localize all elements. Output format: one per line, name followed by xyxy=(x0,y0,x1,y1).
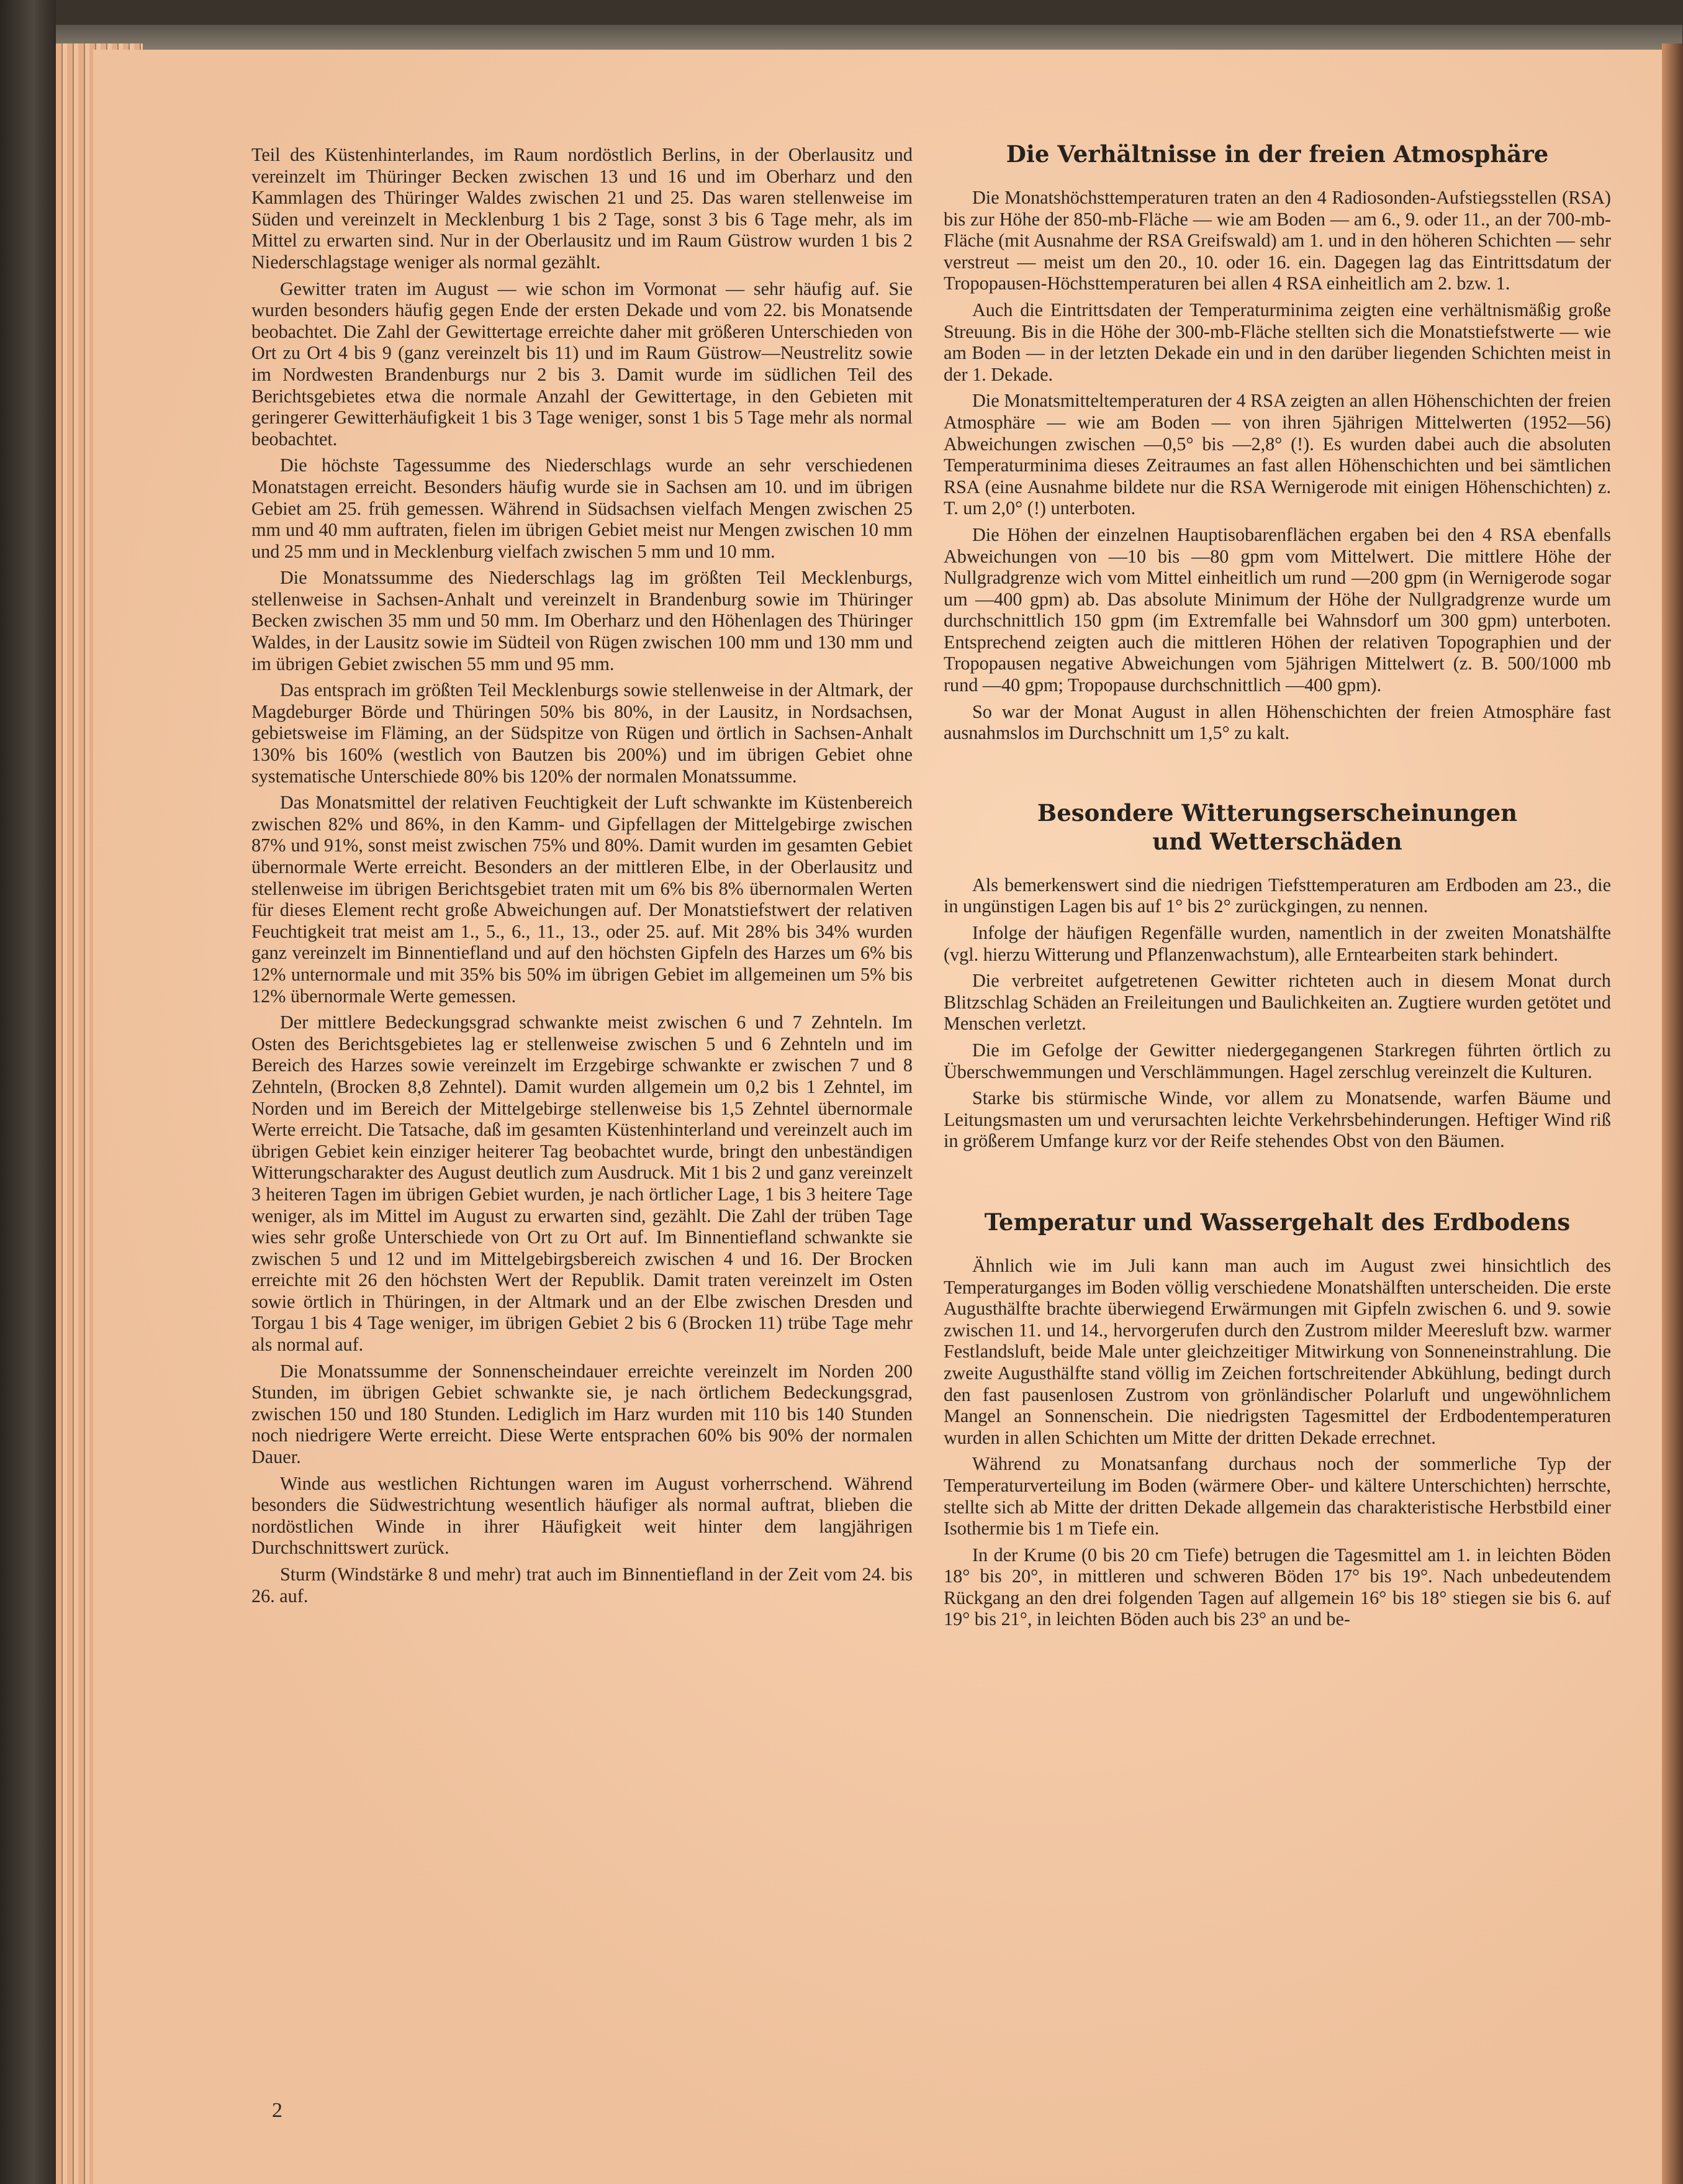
paragraph: Ähnlich wie im Juli kann man auch im August zwei hinsichtlich des Temperaturganges im Boden völlig verschiedene Monatshälften unterscheiden. Die erste Augusthälfte brachte überwiegend Erwärmungen mit Gipfeln zwischen 6. und 9. sowie zwischen 11. und 14., hervorgerufen durch den Zustrom milder Meeresluft bzw. warmer Festlandsluft, beide Male unter gleichzeitiger Mitwirkung von Sonneneinstrahlung. Die zweite Augusthälfte stand völlig im Zeichen fortschreitender Abkühlung, bedingt durch den fast pausenlosen Zustrom von grönländischer Polarluft und ungewöhnlichem Mangel an Sonnenschein. Die niedrigsten Tagesmittel der Erdbodentemperaturen wurden in allen Schichten um Mitte der dritten Dekade errechnet. xyxy=(944,1254,1611,1448)
paragraph: Die Höhen der einzelnen Hauptisobarenflächen ergaben bei den 4 RSA ebenfalls Abweichungen von —10 bis —80 gpm vom Mittelwert. Die mittlere Höhe der Nullgradgrenze wich vom Mittel einheitlich um rund —200 gpm (in Wernigerode sogar um —400 gpm) ab. Das absolute Minimum der Höhe der Nullgradgrenze wurde um durchschnittlich 150 gpm (im Extremfalle bei Wahnsdorf um 300 gpm) unterboten. Entsprechend zeigten auch die mittleren Höhen der relativen Topographien und der Tropopausen negative Abweichungen vom 5jährigen Mittelwert (z. B. 500/1000 mb rund —40 gpm; Tropopause durchschnittlich —400 gpm). xyxy=(944,523,1611,696)
paragraph: Teil des Küstenhinterlandes, im Raum nordöstlich Berlins, in der Oberlausitz und vereinzelt im Thüringer Becken zwischen 13 und 16 und im Oberharz und den Kammlagen des Thüringer Waldes zwischen 21 und 25. Das waren stellenweise im Süden und vereinzelt in Mecklenburg 1 bis 2 Tage, sonst 3 bis 6 Tage mehr, als im Mittel zu erwarten sind. Nur in der Oberlausitz und im Raum Güstrow wurden 1 bis 2 Niederschlagstage weniger als normal gezählt. xyxy=(251,144,913,273)
paragraph: Die Monatssumme der Sonnenscheindauer erreichte vereinzelt im Norden 200 Stunden, im übrigen Gebiet schwankte sie, je nach örtlichem Bedeckungsgrad, zwischen 150 und 180 Stunden. Lediglich im Harz wurden mit 110 bis 140 Stunden noch niedrigere Werte erreicht. Diese Werte entsprachen 60% bis 90% der normalen Dauer. xyxy=(251,1360,913,1468)
paragraph: Die höchste Tagessumme des Niederschlags wurde an sehr verschiedenen Monatstagen erreicht. Besonders häufig wurde sie in Sachsen am 10. und im übrigen Gebiet am 25. früh gemessen. Während in Südsachsen vielfach Mengen zwischen 25 mm und 40 mm auftraten, fielen im übrigen Gebiet meist nur Mengen zwischen 10 mm und 25 mm und in Mecklenburg vielfach zwischen 5 mm und 10 mm. xyxy=(251,455,913,562)
section-spacer xyxy=(944,749,1611,799)
paragraph: Die verbreitet aufgetretenen Gewitter richteten auch in diesem Monat durch Blitzschlag Schäden an Freileitungen und Baulichkeiten an. Zugtiere wurden getötet und Menschen verletzt. xyxy=(944,970,1611,1035)
paragraph: Das Monatsmittel der relativen Feuchtigkeit der Luft schwankte im Küstenbereich zwischen 82% und 86%, in den Kamm- und Gipfellagen der Mittelgebirge zwischen 87% und 91%, sonst meist zwischen 75% und 80%. Damit wurden im gesamten Gebiet übernormale Werte erreicht. Besonders an der mittleren Elbe, in der Oberlausitz und stellenweise im übrigen Berichtsgebiet traten mit um 6% bis 8% übernormalen Werten für dieses Element recht große Abweichungen auf. Der Monatstiefstwert der relativen Feuchtigkeit trat meist am 1., 5., 6., 11., 13., oder 25. auf. Mit 28% bis 34% wurden ganz vereinzelt im Binnentiefland und auf den höchsten Gipfeln des Harzes um 6% bis 12% unternormale und mit 35% bis 50% im übrigen Gebiet im allgemeinen um 5% bis 12% übernormale Werte gemessen. xyxy=(251,792,913,1007)
section-spacer xyxy=(944,1157,1611,1208)
paragraph: So war der Monat August in allen Höhenschichten der freien Atmosphäre fast ausnahmslos im Durchschnitt um 1,5° zu kalt. xyxy=(944,700,1611,744)
paragraph: Die Monatsmitteltemperaturen der 4 RSA zeigten an allen Höhenschichten der freien Atmosphäre — wie am Boden — von ihren 5jährigen Mittelwerten (1952—56) Abweichungen zwischen —0,5° bis —2,8° (!). Es wurden dabei auch die absoluten Temperaturminima dieses Zeitraumes an fast allen Höhenschichten und bei sämtlichen RSA (eine Ausnahme bildete nur die RSA Wernigerode mit einigen Höhenschichten) z. T. um 2,0° (!) unterboten. xyxy=(944,390,1611,519)
paragraph: Das entsprach im größten Teil Mecklenburgs sowie stellenweise in der Altmark, der Magdeburger Börde und Thüringen 50% bis 80%, in der Lausitz, in Nordsachsen, gebietsweise im Fläming, an der Südspitze von Rügen und örtlich in Sachsen-Anhalt 130% bis 160% (westlich von Bautzen bis 200%) und im übrigen Gebiet ohne systematische Unterschiede 80% bis 120% der normalen Monatssumme. xyxy=(251,679,913,787)
paragraph: Der mittlere Bedeckungsgrad schwankte meist zwischen 6 und 7 Zehnteln. Im Osten des Berichtsgebietes lag er stellenweise zwischen 5 und 6 Zehnteln und im Bereich des Harzes sowie vereinzelt im Erzgebirge schwankte er zwischen 7 und 8 Zehnteln, (Brocken 8,8 Zehntel). Damit wurden allgemein um 0,2 bis 1 Zehntel, im Norden und im Bereich der Mittelgebirge stellenweise bis 1,5 Zehntel übernormale Werte erreicht. Die Tatsache, daß im gesamten Küstenhinterland und vereinzelt auch im übrigen Gebiet kein einziger heiterer Tag beobachtet wurde, bringt den unbeständigen Witterungscharakter des August deutlich zum Ausdruck. Mit 1 bis 2 und ganz vereinzelt 3 heiteren Tagen im übrigen Gebiet wurden, je nach örtlicher Lage, 1 bis 3 heitere Tage weniger, als im Mittel im August zu erwarten sind, gezählt. Die Zahl der trüben Tage wies sehr große Unterschiede von Ort zu Ort auf. Im Binnentiefland schwankte sie zwischen 5 und 12 und im Mittelgebirgsbereich zwischen 4 und 16. Der Brocken erreichte mit 26 den höchsten Wert der Republik. Damit traten vereinzelt im Osten sowie örtlich in Thüringen, in der Altmark und an der Elbe zwischen Dresden und Torgau 1 bis 4 Tage weniger, im übrigen Gebiet 2 bis 6 (Brocken 11) trübe Tage mehr als normal auf. xyxy=(251,1012,913,1356)
paragraph: Starke bis stürmische Winde, vor allem zu Monatsende, warfen Bäume und Leitungsmasten um und verursachten leichte Verkehrsbehinderungen. Heftiger Wind riß in größerem Umfange kurz vor der Reife stehendes Obst von den Bäumen. xyxy=(944,1087,1611,1152)
heading-line: Besondere Witterungserscheinungen xyxy=(1037,799,1518,827)
paragraph: Winde aus westlichen Richtungen waren im August vorherrschend. Während besonders die Südwestrichtung wesentlich häufiger als normal auftrat, blieben die nordöstlichen Winde in ihrer Häufigkeit weit hinter dem langjährigen Durchschnittswert zurück. xyxy=(251,1472,913,1559)
paragraph: Die im Gefolge der Gewitter niedergegangenen Starkregen führten örtlich zu Überschwemmungen und Verschlämmungen. Hagel zerschlug vereinzelt die Kulturen. xyxy=(944,1040,1611,1082)
section-heading-soil: Temperatur und Wassergehalt des Erdbodens xyxy=(984,1208,1571,1236)
page-number: 2 xyxy=(272,2099,282,2122)
paragraph: Als bemerkenswert sind die niedrigen Tiefsttemperaturen am Erdboden am 23., die in ungünstigen Lagen bis auf 1° bis 2° zurückgingen, zu nennen. xyxy=(944,874,1611,917)
binding-top-edge xyxy=(43,25,1682,52)
paragraph: Sturm (Windstärke 8 und mehr) trat auch im Binnentiefland in der Zeit vom 24. bis 26. auf. xyxy=(251,1564,913,1606)
paragraph: Gewitter traten im August — wie schon im Vormonat — sehr häufig auf. Sie wurden besonders häufig gegen Ende der ersten Dekade und vom 22. bis Monatsende beobachtet. Die Zahl der Gewittertage erreichte daher mit größeren Unterschieden von Ort zu Ort 4 bis 9 (ganz vereinzelt bis 11) und im Raum Güstrow—Neustrelitz sowie im Nordwesten Brandenburgs nur 2 bis 3. Damit wurde im südlichen Teil des Berichtsgebietes etwa die normale Anzahl der Gewittertage, in den Gebieten mit geringerer Gewitterhäufigkeit 1 bis 3 Tage weniger, sonst 1 bis 5 Tage mehr als normal beobachtet. xyxy=(251,278,913,450)
paragraph: Die Monatssumme des Niederschlags lag im größten Teil Mecklenburgs, stellenweise in Sachsen-Anhalt und vereinzelt in Brandenburg sowie im Thüringer Becken zwischen 35 mm und 50 mm. Im Oberharz und den Höhenlagen des Thüringer Waldes, in der Lausitz sowie im Südteil von Rügen zwischen 100 mm und 130 mm und im übrigen Gebiet zwischen 55 mm und 95 mm. xyxy=(251,567,913,674)
section-heading-atmosphere: Die Verhältnisse in der freien Atmosphäre xyxy=(1006,140,1549,168)
book-spine xyxy=(0,0,56,2184)
paragraph: In der Krume (0 bis 20 cm Tiefe) betrugen die Tagesmittel am 1. in leichten Böden 18° bis 20°, in mittleren und schweren Böden 17° bis 19°. Nach unbedeutendem Rückgang an den drei folgenden Tagen auf allgemein 16° bis 18° stiegen sie bis 6. auf 19° bis 21°, in leichten Böden auch bis 23° an und be- xyxy=(944,1544,1611,1630)
right-page-edge xyxy=(1662,43,1683,2184)
paragraph: Die Monatshöchsttemperaturen traten an den 4 Radiosonden-Aufstiegsstellen (RSA) bis zur Höhe der 850-mb-Fläche — wie am Boden — am 6., 9. oder 11., an der 700-mb-Fläche (mit Ausnahme der RSA Greifswald) am 1. und in den höheren Schichten — sehr verstreut — meist um den 20., 10. oder 16. ein. Dagegen lag das Eintrittsdatum der Tropopausen-Höchsttemperaturen bei allen 4 RSA einheitlich am 2. bzw. 1. xyxy=(944,187,1611,294)
heading-line: und Wetterschäden xyxy=(1152,827,1402,855)
left-column xyxy=(251,144,913,1611)
paragraph: Während zu Monatsanfang durchaus noch der sommerliche Typ der Temperaturverteilung im Boden (wärmere Ober- und kältere Unterschichten) herrschte, stellte sich ab Mitte der dritten Dekade allgemein das charakteristische Herbstbild einer Isothermie bis 1 m Tiefe ein. xyxy=(944,1453,1611,1539)
right-column xyxy=(944,140,1611,1635)
paragraph: Auch die Eintrittsdaten der Temperaturminima zeigten eine verhältnismäßig große Streuung. Bis in die Höhe der 300-mb-Fläche stellten sich die Monatstiefstwerte — wie am Boden — in der letzten Dekade ein und in den darüber liegenden Schichten meist in der 1. Dekade. xyxy=(944,299,1611,385)
section-heading-weather-damage xyxy=(944,799,1611,856)
paragraph: Infolge der häufigen Regenfälle wurden, namentlich in der zweiten Monatshälfte (vgl. hierzu Witterung und Pflanzenwachstum), alle Erntearbeiten stark behindert. xyxy=(944,922,1611,965)
